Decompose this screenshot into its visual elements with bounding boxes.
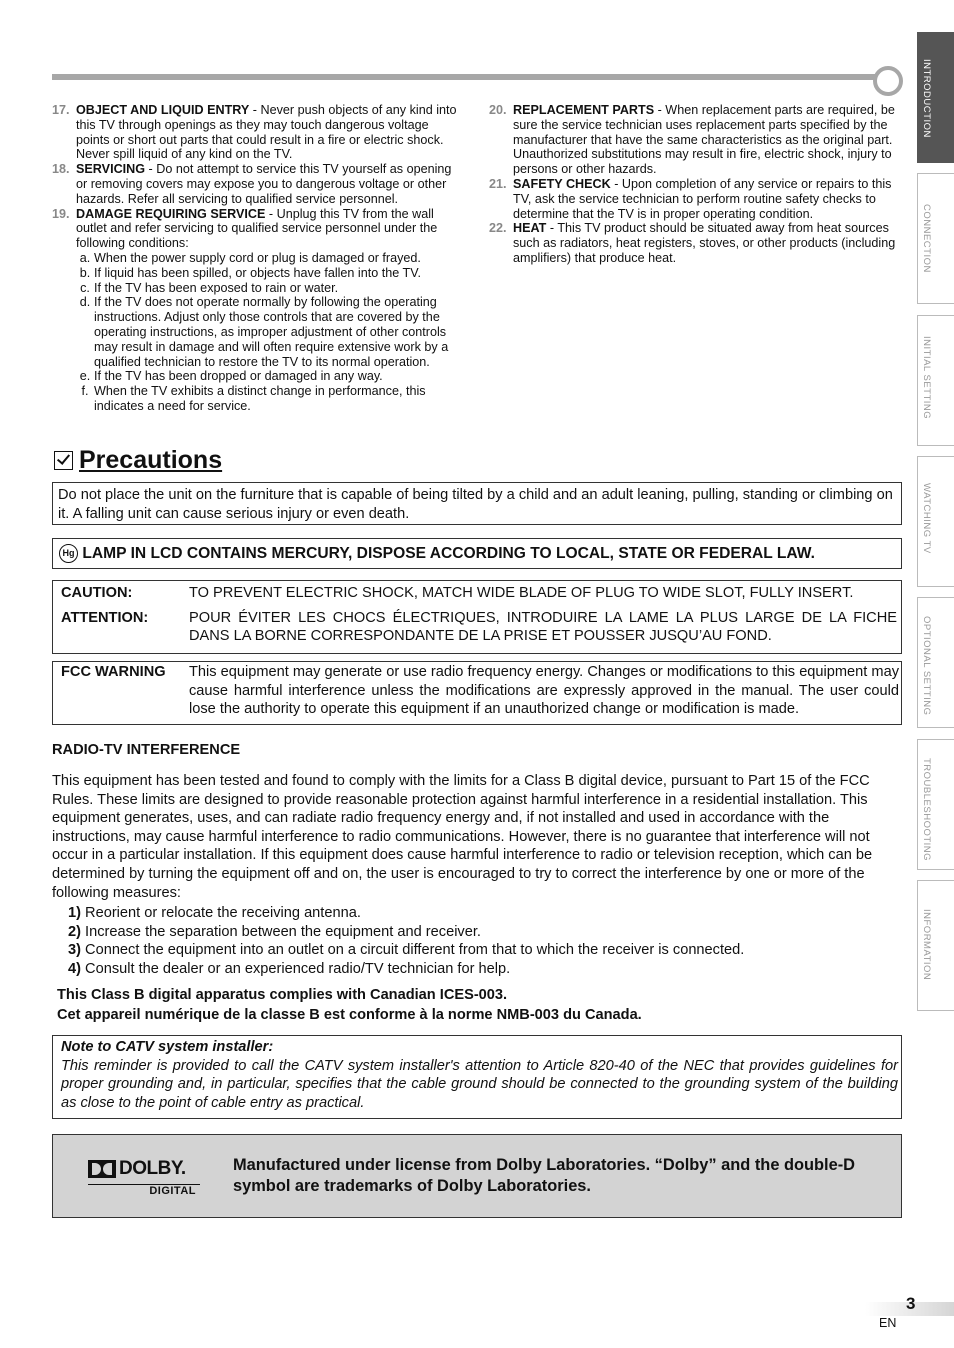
precautions-heading bbox=[54, 446, 222, 475]
sub-letter: c. bbox=[80, 280, 90, 295]
measure-number: 2) bbox=[68, 923, 81, 940]
radio-heading: RADIO-TV INTERFERENCE bbox=[52, 742, 241, 758]
list-item bbox=[489, 221, 903, 265]
fcc-row bbox=[61, 663, 899, 719]
tab-label: CONNECTION bbox=[921, 204, 932, 273]
dolby-wordmark: DOLBY. bbox=[119, 1158, 186, 1179]
item-label: OBJECT AND LIQUID ENTRY bbox=[76, 103, 250, 117]
measure-number: 3) bbox=[68, 942, 81, 959]
tilt-warning-text: Do not place the unit on the furniture that is capable of being tilted by a child and an adult leaning, pulling, standing or climbing on it. A falling unit can cause serious injury or even death. bbox=[58, 487, 893, 522]
sub-list-item bbox=[76, 369, 464, 384]
sub-list-item bbox=[76, 384, 464, 414]
item-text bbox=[76, 162, 464, 206]
measure-text: Reorient or relocate the receiving antenna. bbox=[85, 905, 361, 921]
attention-row bbox=[61, 609, 897, 646]
mercury-warning-box bbox=[52, 538, 902, 569]
measure-number: 4) bbox=[68, 960, 81, 977]
sub-text: When the TV exhibits a distinct change in performance, this indicates a need for service. bbox=[94, 384, 426, 413]
item-label: HEAT bbox=[513, 221, 547, 236]
item-label: DAMAGE REQUIRING SERVICE bbox=[76, 206, 266, 221]
tab-label: INITIAL SETTING bbox=[921, 336, 932, 420]
item-body: - Unplug this TV from the wall outlet and refer servicing to qualified service personnel under the following conditions: bbox=[76, 206, 438, 251]
catv-body: This reminder is provided to call the CATV system installer's attention to Article 820-40 of the NEC that provides guidelines for proper grounding and, in particular, specifies that the cable ground should be connected to the grounding system of the building as close to the point of cable entry as practical. bbox=[61, 1057, 898, 1111]
measure-text: Increase the separation between the equipment and receiver. bbox=[85, 923, 481, 940]
radio-body: This equipment has been tested and found to comply with the limits for a Class B digital device, pursuant to Part 15 of the FCC Rules. These limits are designed to provide reasonable protection against harmful interference in a residential installation. This equipment generates, uses, and can radiate radio frequency energy and, if not installed and used in accordance with the instructions, may cause harmful interference to radio communications. However, there is no guarantee that interference will not occur in a particular installation. If this equipment does cause harmful interference to radio or television reception, which can be determined by turning the equipment off and on, the user is encouraged to try to correct the interference by one or more of the following measures: bbox=[52, 773, 873, 901]
sub-letter: d. bbox=[79, 295, 91, 310]
list-item bbox=[52, 103, 464, 162]
tilt-warning-box bbox=[52, 482, 902, 525]
item-text bbox=[76, 103, 464, 162]
item-body: - This TV product should be situated away from heat sources such as radiators, heat registers, stoves, or other products (including amplifiers) that produce heat. bbox=[513, 221, 896, 265]
measure-item bbox=[68, 941, 898, 960]
fcc-warning-box bbox=[52, 661, 902, 725]
header-rule bbox=[52, 74, 882, 80]
tab-label: WATCHING TV bbox=[921, 483, 932, 554]
item-label: SERVICING bbox=[76, 162, 146, 177]
fcc-label: FCC WARNING bbox=[61, 664, 166, 680]
page-number: 3 bbox=[906, 1294, 916, 1313]
list-item bbox=[52, 207, 464, 251]
caution-text: TO PREVENT ELECTRIC SHOCK, MATCH WIDE BLADE OF PLUG TO WIDE SLOT, FULLY INSERT. bbox=[189, 585, 854, 601]
tab-optional-setting[interactable] bbox=[917, 597, 954, 728]
canada-en: This Class B digital apparatus complies with Canadian ICES-003. bbox=[57, 987, 508, 1003]
sub-text: When the power supply cord or plug is damaged or frayed. bbox=[94, 250, 421, 265]
measure-item bbox=[68, 960, 898, 979]
sub-text: If the TV has been exposed to rain or water. bbox=[94, 280, 339, 295]
language-code: EN bbox=[879, 1316, 897, 1330]
item-label: REPLACEMENT PARTS bbox=[513, 103, 655, 117]
sub-list-item bbox=[76, 266, 464, 281]
tab-introduction[interactable] bbox=[917, 32, 954, 163]
measure-text: Connect the equipment into an outlet on a circuit different from that to which the receiver is connected. bbox=[85, 942, 745, 959]
sub-text: If the TV does not operate normally by following the operating instructions. Adjust only those controls that are covered by the operating instructions, as improper adjustment of other controls may result in damage and will often require extensive work by a qualified technician to restore the TV to its normal operation. bbox=[94, 295, 449, 369]
item-number: 19. bbox=[52, 206, 70, 221]
tab-troubleshooting[interactable] bbox=[917, 739, 954, 870]
measure-item bbox=[68, 904, 898, 923]
item-number: 17. bbox=[52, 103, 70, 117]
mercury-icon: Hg bbox=[59, 544, 78, 563]
attention-text: POUR ÉVITER LES CHOCS ÉLECTRIQUES, INTRODUIRE LA LAME LA PLUS LARGE DE LA FICHE DANS LA BORNE CORRESPONDANTE DE LA PRISE ET POUSSER JUSQU’AU FOND. bbox=[189, 609, 897, 645]
attention-label: ATTENTION: bbox=[61, 609, 149, 626]
catv-note-box bbox=[52, 1035, 902, 1119]
catv-title: Note to CATV system installer: bbox=[61, 1039, 274, 1055]
caution-label: CAUTION: bbox=[61, 585, 133, 601]
measures-list bbox=[68, 904, 898, 978]
item-body: - When replacement parts are required, be sure the service technician uses replacement parts specified by the manufacturer that have the same characteristics as the original part. Unauthorized substitutions may result in fire, electric shock, injury to persons or other hazards. bbox=[513, 103, 895, 177]
tab-label: OPTIONAL SETTING bbox=[921, 616, 932, 716]
item-text bbox=[513, 103, 903, 177]
tab-initial-setting[interactable] bbox=[917, 315, 954, 446]
sub-list-item bbox=[76, 295, 464, 369]
item-body: - Upon completion of any service or repairs to this TV, ask the service technician to perform routine safety checks to determine that the TV is in proper operating condition. bbox=[513, 176, 892, 221]
item-body: - Do not attempt to service this TV yourself as opening or removing covers may expose you to dangerous voltage or other hazards. Refer all servicing to qualified service personnel. bbox=[76, 162, 452, 206]
measure-text: Consult the dealer or an experienced radio/TV technician for help. bbox=[85, 960, 511, 977]
canada-fr: Cet appareil numérique de la classe B est conforme à la norme NMB-003 du Canada. bbox=[57, 1006, 642, 1023]
mercury-warning-text: LAMP IN LCD CONTAINS MERCURY, DISPOSE ACCORDING TO LOCAL, STATE OR FEDERAL LAW. bbox=[82, 545, 815, 562]
item-label: SAFETY CHECK bbox=[513, 176, 611, 191]
precautions-title: Precautions bbox=[79, 446, 223, 474]
tab-information[interactable] bbox=[917, 880, 954, 1011]
list-item bbox=[52, 162, 464, 206]
tab-label: INFORMATION bbox=[921, 909, 932, 981]
tab-connection[interactable] bbox=[917, 173, 954, 304]
caution-row bbox=[61, 584, 897, 603]
header-rule-end-circle bbox=[873, 66, 903, 96]
dolby-box bbox=[52, 1134, 902, 1218]
dolby-logo bbox=[88, 1158, 200, 1197]
sub-letter: a. bbox=[79, 250, 91, 265]
item-number: 18. bbox=[52, 162, 70, 177]
sub-letter: b. bbox=[79, 265, 91, 280]
item-text bbox=[76, 207, 464, 251]
item-number: 22. bbox=[489, 221, 507, 236]
sub-letter: f. bbox=[81, 384, 89, 399]
measure-number: 1) bbox=[68, 905, 81, 921]
item-number: 21. bbox=[489, 176, 507, 191]
list-item bbox=[489, 103, 903, 177]
double-d-icon bbox=[88, 1160, 116, 1178]
item-text bbox=[513, 177, 903, 221]
sub-text: If liquid has been spilled, or objects have fallen into the TV. bbox=[94, 265, 421, 280]
sub-list-item bbox=[76, 251, 464, 266]
tab-label: TROUBLESHOOTING bbox=[921, 758, 932, 862]
dolby-digital-label: DIGITAL bbox=[88, 1184, 200, 1197]
left-column bbox=[52, 103, 464, 414]
caution-box bbox=[52, 580, 902, 654]
measure-item bbox=[68, 923, 898, 942]
canada-statement bbox=[57, 986, 642, 1024]
sub-text: If the TV has been dropped or damaged in any way. bbox=[94, 369, 383, 384]
fcc-text: This equipment may generate or use radio frequency energy. Changes or modifications to this equipment may cause harmful interference unless the modifications are expressly approved in the manual. The user could lose the authority to operate this equipment if an unauthorized change or modification is made. bbox=[189, 664, 899, 718]
dolby-license-text: Manufactured under license from Dolby Laboratories. “Dolby” and the double-D symbol are trademarks of Dolby Laboratories. bbox=[233, 1156, 856, 1195]
sub-list-item bbox=[76, 281, 464, 296]
right-column bbox=[489, 103, 903, 266]
tab-label: INTRODUCTION bbox=[921, 59, 932, 138]
item-body: - Never push objects of any kind into this TV through openings as they may touch dangerous voltage points or short out parts that could result in a fire or electric shock. Never spill liquid of any kind on the TV. bbox=[76, 103, 457, 162]
tab-watching-tv[interactable] bbox=[917, 456, 954, 587]
item-text bbox=[513, 221, 903, 265]
sub-letter: e. bbox=[79, 369, 91, 384]
item-number: 20. bbox=[489, 103, 507, 117]
list-item bbox=[489, 177, 903, 221]
checkbox-icon bbox=[54, 451, 73, 470]
